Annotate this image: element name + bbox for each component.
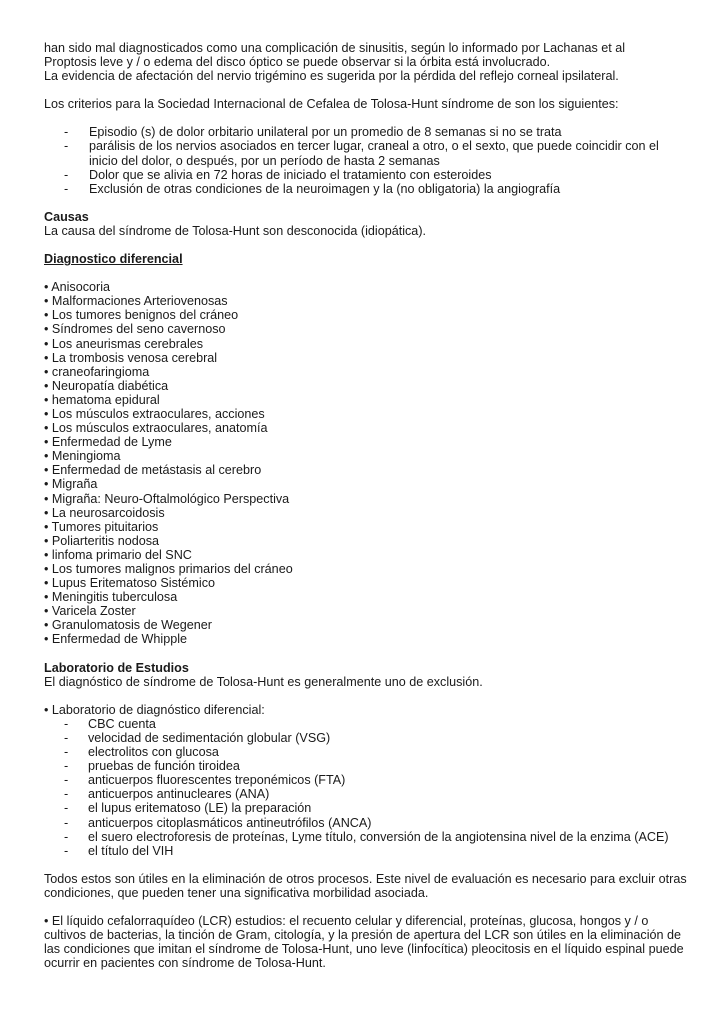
- dash-marker: -: [64, 815, 69, 830]
- dash-marker: -: [64, 843, 69, 858]
- laboratorio-sub-intro: • Laboratorio de diagnóstico diferencial:: [44, 702, 265, 717]
- laboratorio-item: [44, 745, 688, 759]
- dash-marker: -: [64, 801, 69, 816]
- dash-marker: -: [64, 773, 69, 788]
- diagnostico-item: • La trombosis venosa cerebral: [44, 350, 218, 365]
- diagnostico-item: • Los tumores malignos primarios del cráneo: [44, 562, 293, 576]
- diagnostico-item: • Migraña: [44, 477, 98, 492]
- diagnostico-item: • Los aneurismas cerebrales: [44, 336, 204, 351]
- laboratorio-text: pruebas de función tiroidea: [88, 759, 240, 774]
- lcr-paragraph: • El líquido cefalorraquídeo (LCR) estudios: el recuento celular y diferencial, proteínas, glucosa, hongos y / o cultivos de bacterias, la tinción de Gram, citología, y la presión de apertura del LCR son útiles en la eliminación de las condiciones que imitan el síndrome de Tolosa-Hunt, uno leve (linfocítica) pleocitosis en el líquido espinal puede ocurrir en pacientes con síndrome de Tolosa-Hunt.: [44, 913, 684, 971]
- dash-marker: -: [64, 181, 69, 196]
- diagnostico-item: • Neuropatía diabética: [44, 378, 169, 393]
- intro-line-3: La evidencia de afectación del nervio trigémino es sugerida por la pérdida del reflejo corneal ipsilateral.: [44, 69, 619, 84]
- laboratorio-item: [44, 830, 688, 844]
- causas-text: La causa del síndrome de Tolosa-Hunt son desconocida (idiopática).: [44, 223, 427, 238]
- diagnostico-item: • Los tumores benignos del cráneo: [44, 308, 239, 323]
- laboratorio-text: anticuerpos antinucleares (ANA): [88, 787, 270, 802]
- diagnostico-item: • Meningioma: [44, 449, 121, 464]
- criteria-list: [44, 125, 688, 195]
- criteria-text: Exclusión de otras condiciones de la neuroimagen y la (no obligatoria) la angiografía: [89, 181, 561, 196]
- criteria-item: [44, 168, 688, 182]
- diagnostico-heading: Diagnostico diferencial: [44, 252, 183, 267]
- diagnostico-item: • hematoma epidural: [44, 392, 160, 407]
- laboratorio-item: [44, 731, 688, 745]
- diagnostico-item: • Los músculos extraoculares, anatomía: [44, 421, 268, 436]
- todos-paragraph: Todos estos son útiles en la eliminación de otros procesos. Este nivel de evaluación es necesario para excluir otras condiciones, que pueden tener una significativa morbilidad asociada.: [44, 871, 687, 900]
- laboratorio-text: el título del VIH: [88, 843, 174, 858]
- criteria-text: Episodio (s) de dolor orbitario unilateral por un promedio de 8 semanas si no se trata: [89, 125, 562, 140]
- laboratorio-text: anticuerpos citoplasmáticos antineutrófilos (ANCA): [88, 815, 372, 830]
- laboratorio-heading: Laboratorio de Estudios: [44, 660, 189, 675]
- diagnostico-item: • Poliarteritis nodosa: [44, 533, 160, 548]
- diagnostico-item: • Varicela Zoster: [44, 604, 136, 619]
- diagnostico-item: • Migraña: Neuro-Oftalmológico Perspectiva: [44, 491, 290, 506]
- dash-marker: -: [64, 125, 69, 140]
- diagnostico-item: • linfoma primario del SNC: [44, 547, 192, 562]
- dash-marker: -: [64, 167, 69, 182]
- dash-marker: -: [64, 139, 69, 154]
- diagnostico-item: • Lupus Eritematoso Sistémico: [44, 576, 215, 591]
- dash-marker: -: [64, 787, 69, 802]
- dash-marker: -: [64, 730, 69, 745]
- diagnostico-item: • Síndromes del seno cavernoso: [44, 322, 226, 337]
- dash-marker: -: [64, 829, 69, 844]
- laboratorio-list: [44, 717, 688, 858]
- diagnostico-item: • Anisocoria: [44, 280, 111, 295]
- laboratorio-text: velocidad de sedimentación globular (VSG): [88, 730, 331, 745]
- laboratorio-text: el lupus eritematoso (LE) la preparación: [88, 801, 312, 816]
- laboratorio-item: [44, 844, 688, 858]
- intro-line-1: han sido mal diagnosticados como una complicación de sinusitis, según lo informado por Lachanas et al: [44, 41, 626, 55]
- diagnostico-item: • Enfermedad de metástasis al cerebro: [44, 463, 262, 478]
- diagnostico-item: • Enfermedad de Whipple: [44, 632, 188, 647]
- criteria-text: Dolor que se alivia en 72 horas de iniciado el tratamiento con esteroides: [89, 167, 492, 182]
- diagnostico-list: [44, 280, 688, 646]
- laboratorio-text: electrolitos con glucosa: [88, 745, 219, 760]
- causas-heading: Causas: [44, 209, 89, 224]
- diagnostico-item: • Enfermedad de Lyme: [44, 435, 172, 450]
- diagnostico-item: • Malformaciones Arteriovenosas: [44, 294, 228, 309]
- diagnostico-item: • craneofaringioma: [44, 364, 150, 379]
- laboratorio-text: el suero electroforesis de proteínas, Lyme título, conversión de la angiotensina nivel de la enzima (ACE): [88, 829, 669, 844]
- diagnostico-item: • Meningitis tuberculosa: [44, 590, 178, 605]
- criteria-item: [44, 125, 688, 139]
- laboratorio-item: [44, 816, 688, 830]
- diagnostico-item: • Los músculos extraoculares, acciones: [44, 406, 265, 421]
- diagnostico-item: • La neurosarcoidosis: [44, 505, 165, 520]
- laboratorio-item: [44, 773, 688, 787]
- diagnostico-item: • Tumores pituitarios: [44, 519, 159, 534]
- dash-marker: -: [64, 716, 69, 731]
- laboratorio-text: anticuerpos fluorescentes treponémicos (FTA): [88, 773, 346, 788]
- diagnostico-item: • Granulomatosis de Wegener: [44, 618, 212, 633]
- laboratorio-item: [44, 759, 688, 773]
- laboratorio-text: El diagnóstico de síndrome de Tolosa-Hunt es generalmente uno de exclusión.: [44, 674, 483, 689]
- laboratorio-item: [44, 717, 688, 731]
- dash-marker: -: [64, 745, 69, 760]
- criteria-text: parálisis de los nervios asociados en tercer lugar, craneal a otro, o el sexto, que puede coincidir con el inicio del dolor, o después, por un período de hasta 2 semanas: [89, 139, 659, 168]
- criteria-item: [44, 139, 688, 167]
- intro-line-2: Proptosis leve y / o edema del disco óptico se puede observar si la órbita está involucrado.: [44, 55, 551, 70]
- criteria-item: [44, 182, 688, 196]
- criteria-intro: Los criterios para la Sociedad Internacional de Cefalea de Tolosa-Hunt síndrome de son los siguientes:: [44, 97, 619, 112]
- laboratorio-text: CBC cuenta: [88, 716, 156, 731]
- dash-marker: -: [64, 759, 69, 774]
- laboratorio-item: [44, 801, 688, 815]
- laboratorio-item: [44, 787, 688, 801]
